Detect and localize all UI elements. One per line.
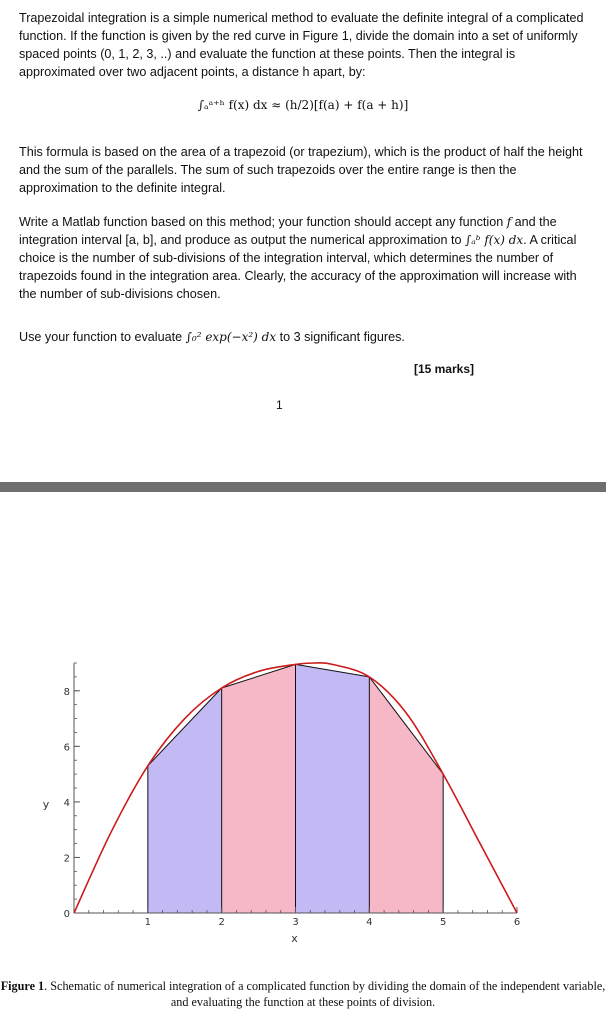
y-tick-label: 6 [63, 742, 70, 754]
x-tick-label: 2 [218, 917, 225, 928]
task-text-a: Write a Matlab function based on this method; your function should accept any function [19, 215, 507, 229]
task-function-symbol: f [506, 215, 512, 229]
y-tick-label: 4 [63, 797, 70, 809]
task-text-b: and the integration interval [a, b], and produce as output the numerical approximation to [19, 215, 557, 247]
trapezoid-1 [148, 688, 222, 913]
trapezoid-2 [222, 664, 296, 913]
y-tick-label: 0 [63, 909, 70, 920]
figure-caption [0, 978, 606, 1010]
x-tick-label: 6 [513, 917, 521, 928]
evaluate-paragraph [19, 328, 589, 346]
task-paragraph [19, 213, 589, 303]
evaluate-integral-expression: ∫₀² exp(−x²) dx [185, 330, 277, 344]
page-number: 1 [276, 398, 283, 412]
figure-caption-text: . Schematic of numerical integration of a complicated function by dividing the domain of the independent variable, and evaluating the function at these points of division. [44, 979, 606, 1009]
x-tick-label: 5 [439, 917, 447, 928]
evaluate-text-a: Use your function to evaluate [19, 330, 186, 344]
figure-caption-label: Figure 1 [0, 979, 45, 993]
task-integral-expression: ∫ₐᵇ f(x) dx [464, 233, 524, 247]
task-text-c: . A critical choice is the number of sub-divisions of the integration interval, which determines the number of trapezoids found in the integration area. Clearly, the accuracy of the approximation will increase with the number of sub-divisions chosen. [19, 233, 577, 301]
document-page-1 [0, 0, 606, 482]
x-axis-label: x [291, 932, 298, 945]
trapezoid-3 [296, 664, 370, 913]
x-tick-label: 3 [292, 917, 299, 928]
y-tick-label: 2 [63, 853, 70, 865]
intro-paragraph: Trapezoidal integration is a simple numerical method to evaluate the definite integral of a complicated function. If the function is given by the red curve in Figure 1, divide the domain into a set of uniformly spaced points (0, 1, 2, 3, ..) and evaluate the function at these points. Then the integral is approximated over two adjacent points, a distance h apart, by: [19, 11, 584, 79]
page-separator [0, 482, 606, 492]
document-page-2 [0, 492, 606, 1031]
evaluate-text-b: to 3 significant figures. [276, 330, 405, 344]
trapezoid-chart [0, 492, 606, 1031]
y-axis-label: y [42, 798, 50, 811]
trapezoid-explanation-paragraph: This formula is based on the area of a trapezoid (or trapezium), which is the product of half the height and the sum of the parallels. The sum of such trapezoids over the entire range is then the approximation to the definite integral. [19, 145, 583, 195]
x-tick-label: 4 [366, 917, 373, 928]
y-tick-label: 8 [63, 686, 70, 698]
x-tick-label: 1 [144, 917, 152, 928]
trapezoid-formula: ∫ₐᵃ⁺ʰ f(x) dx ≈ (h/2)[f(a) + f(a + h)] [197, 98, 409, 112]
marks-label: [15 marks] [413, 362, 474, 376]
